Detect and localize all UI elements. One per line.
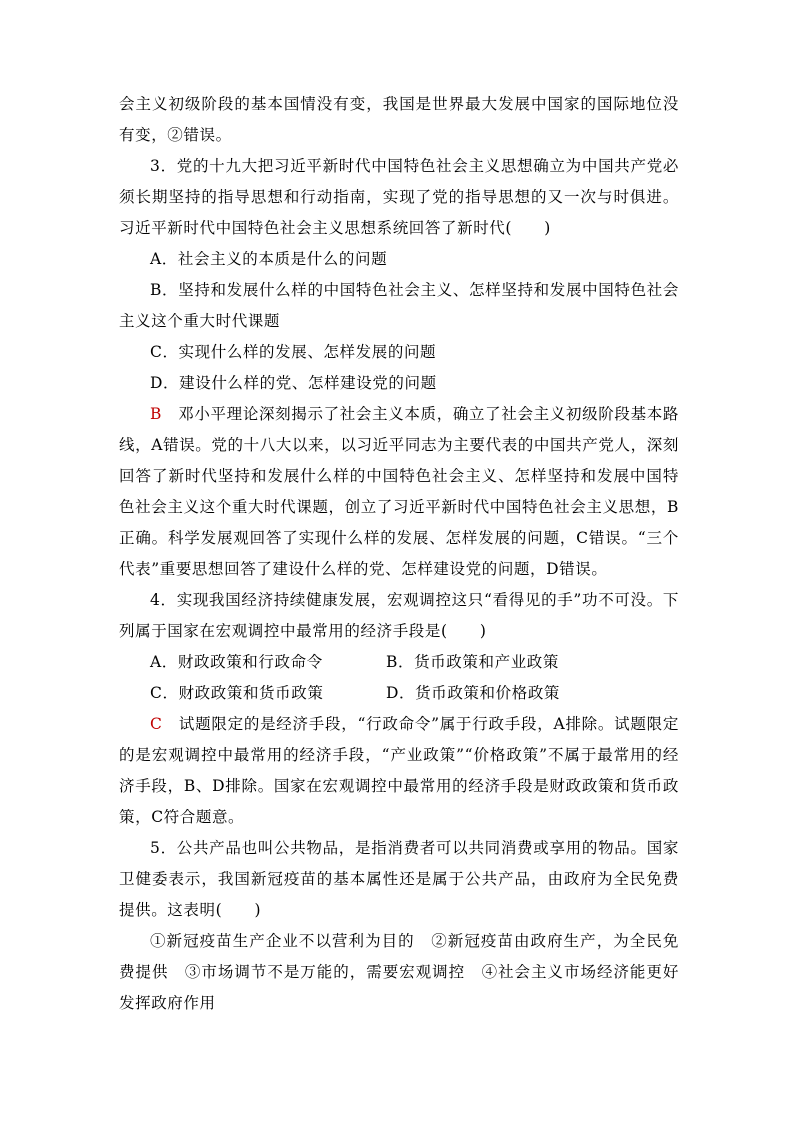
question-4-option-a: A．财政政策和行政命令 bbox=[150, 653, 323, 671]
document-body bbox=[119, 89, 679, 1019]
question-3-explanation-text: 邓小平理论深刻揭示了社会主义本质，确立了社会主义初级阶段基本路线，A错误。党的十八大以来，以习近平同志为主要代表的中国共产党人，深刻回答了新时代坚持和发展什么样的中国特色社会主义、怎样坚持和发展中国特色社会主义这个重大时代课题，创立了习近平新时代中国特色社会主义思想，B正确。科学发展观回答了实现什么样的发展、怎样发展的问题，C错误。“三个代表”重要思想回答了建设什么样的党、怎样建设党的问题，D错误。 bbox=[119, 405, 679, 578]
question-4-answer: C bbox=[150, 715, 163, 733]
question-4-explanation bbox=[119, 709, 679, 833]
question-4-option-d: D．货币政策和价格政策 bbox=[386, 684, 561, 702]
question-5-statements: ①新冠疫苗生产企业不以营利为目的 ②新冠疫苗由政府生产，为全民免费提供 ③市场调节不是万能的，需要宏观调控 ④社会主义市场经济能更好发挥政府作用 bbox=[119, 932, 679, 1012]
question-4-explanation-text: 试题限定的是经济手段，“行政命令”属于行政手段，A排除。试题限定的是宏观调控中最常用的经济手段，“产业政策”“价格政策”不属于最常用的经济手段，B、D排除。国家在宏观调控中最常用的经济手段是财政政策和货币政策，C符合题意。 bbox=[119, 715, 679, 826]
question-5-stem: 5．公共产品也叫公共物品，是指消费者可以共同消费或享用的物品。国家卫健委表示，我国新冠疫苗的基本属性还是属于公共产品，由政府为全民免费提供。这表明( ) bbox=[119, 839, 679, 919]
question-3-option-d: D．建设什么样的党、怎样建设党的问题 bbox=[150, 374, 437, 392]
q2-explanation-continued: 会主义初级阶段的基本国情没有变，我国是世界最大发展中国家的国际地位没有变，②错误。 bbox=[119, 95, 679, 144]
question-3-explanation bbox=[119, 399, 679, 585]
question-3-option-a: A．社会主义的本质是什么的问题 bbox=[150, 250, 388, 268]
question-3-option-b: B．坚持和发展什么样的中国特色社会主义、怎样坚持和发展中国特色社会主义这个重大时代课题 bbox=[119, 281, 679, 330]
question-4-option-b: B．货币政策和产业政策 bbox=[386, 653, 559, 671]
question-3-answer: B bbox=[150, 405, 162, 423]
question-4-options-row-2 bbox=[119, 678, 679, 709]
question-3-option-c: C．实现什么样的发展、怎样发展的问题 bbox=[150, 343, 437, 361]
question-3-stem: 3．党的十九大把习近平新时代中国特色社会主义思想确立为中国共产党必须长期坚持的指导思想和行动指南，实现了党的指导思想的又一次与时俱进。习近平新时代中国特色社会主义思想系统回答了新时代( ) bbox=[119, 157, 679, 237]
question-4-stem: 4．实现我国经济持续健康发展，宏观调控这只“看得见的手”功不可没。下列属于国家在宏观调控中最常用的经济手段是( ) bbox=[119, 591, 679, 640]
question-4-option-c: C．财政政策和货币政策 bbox=[150, 684, 324, 702]
question-4-options-row-1 bbox=[119, 647, 679, 678]
